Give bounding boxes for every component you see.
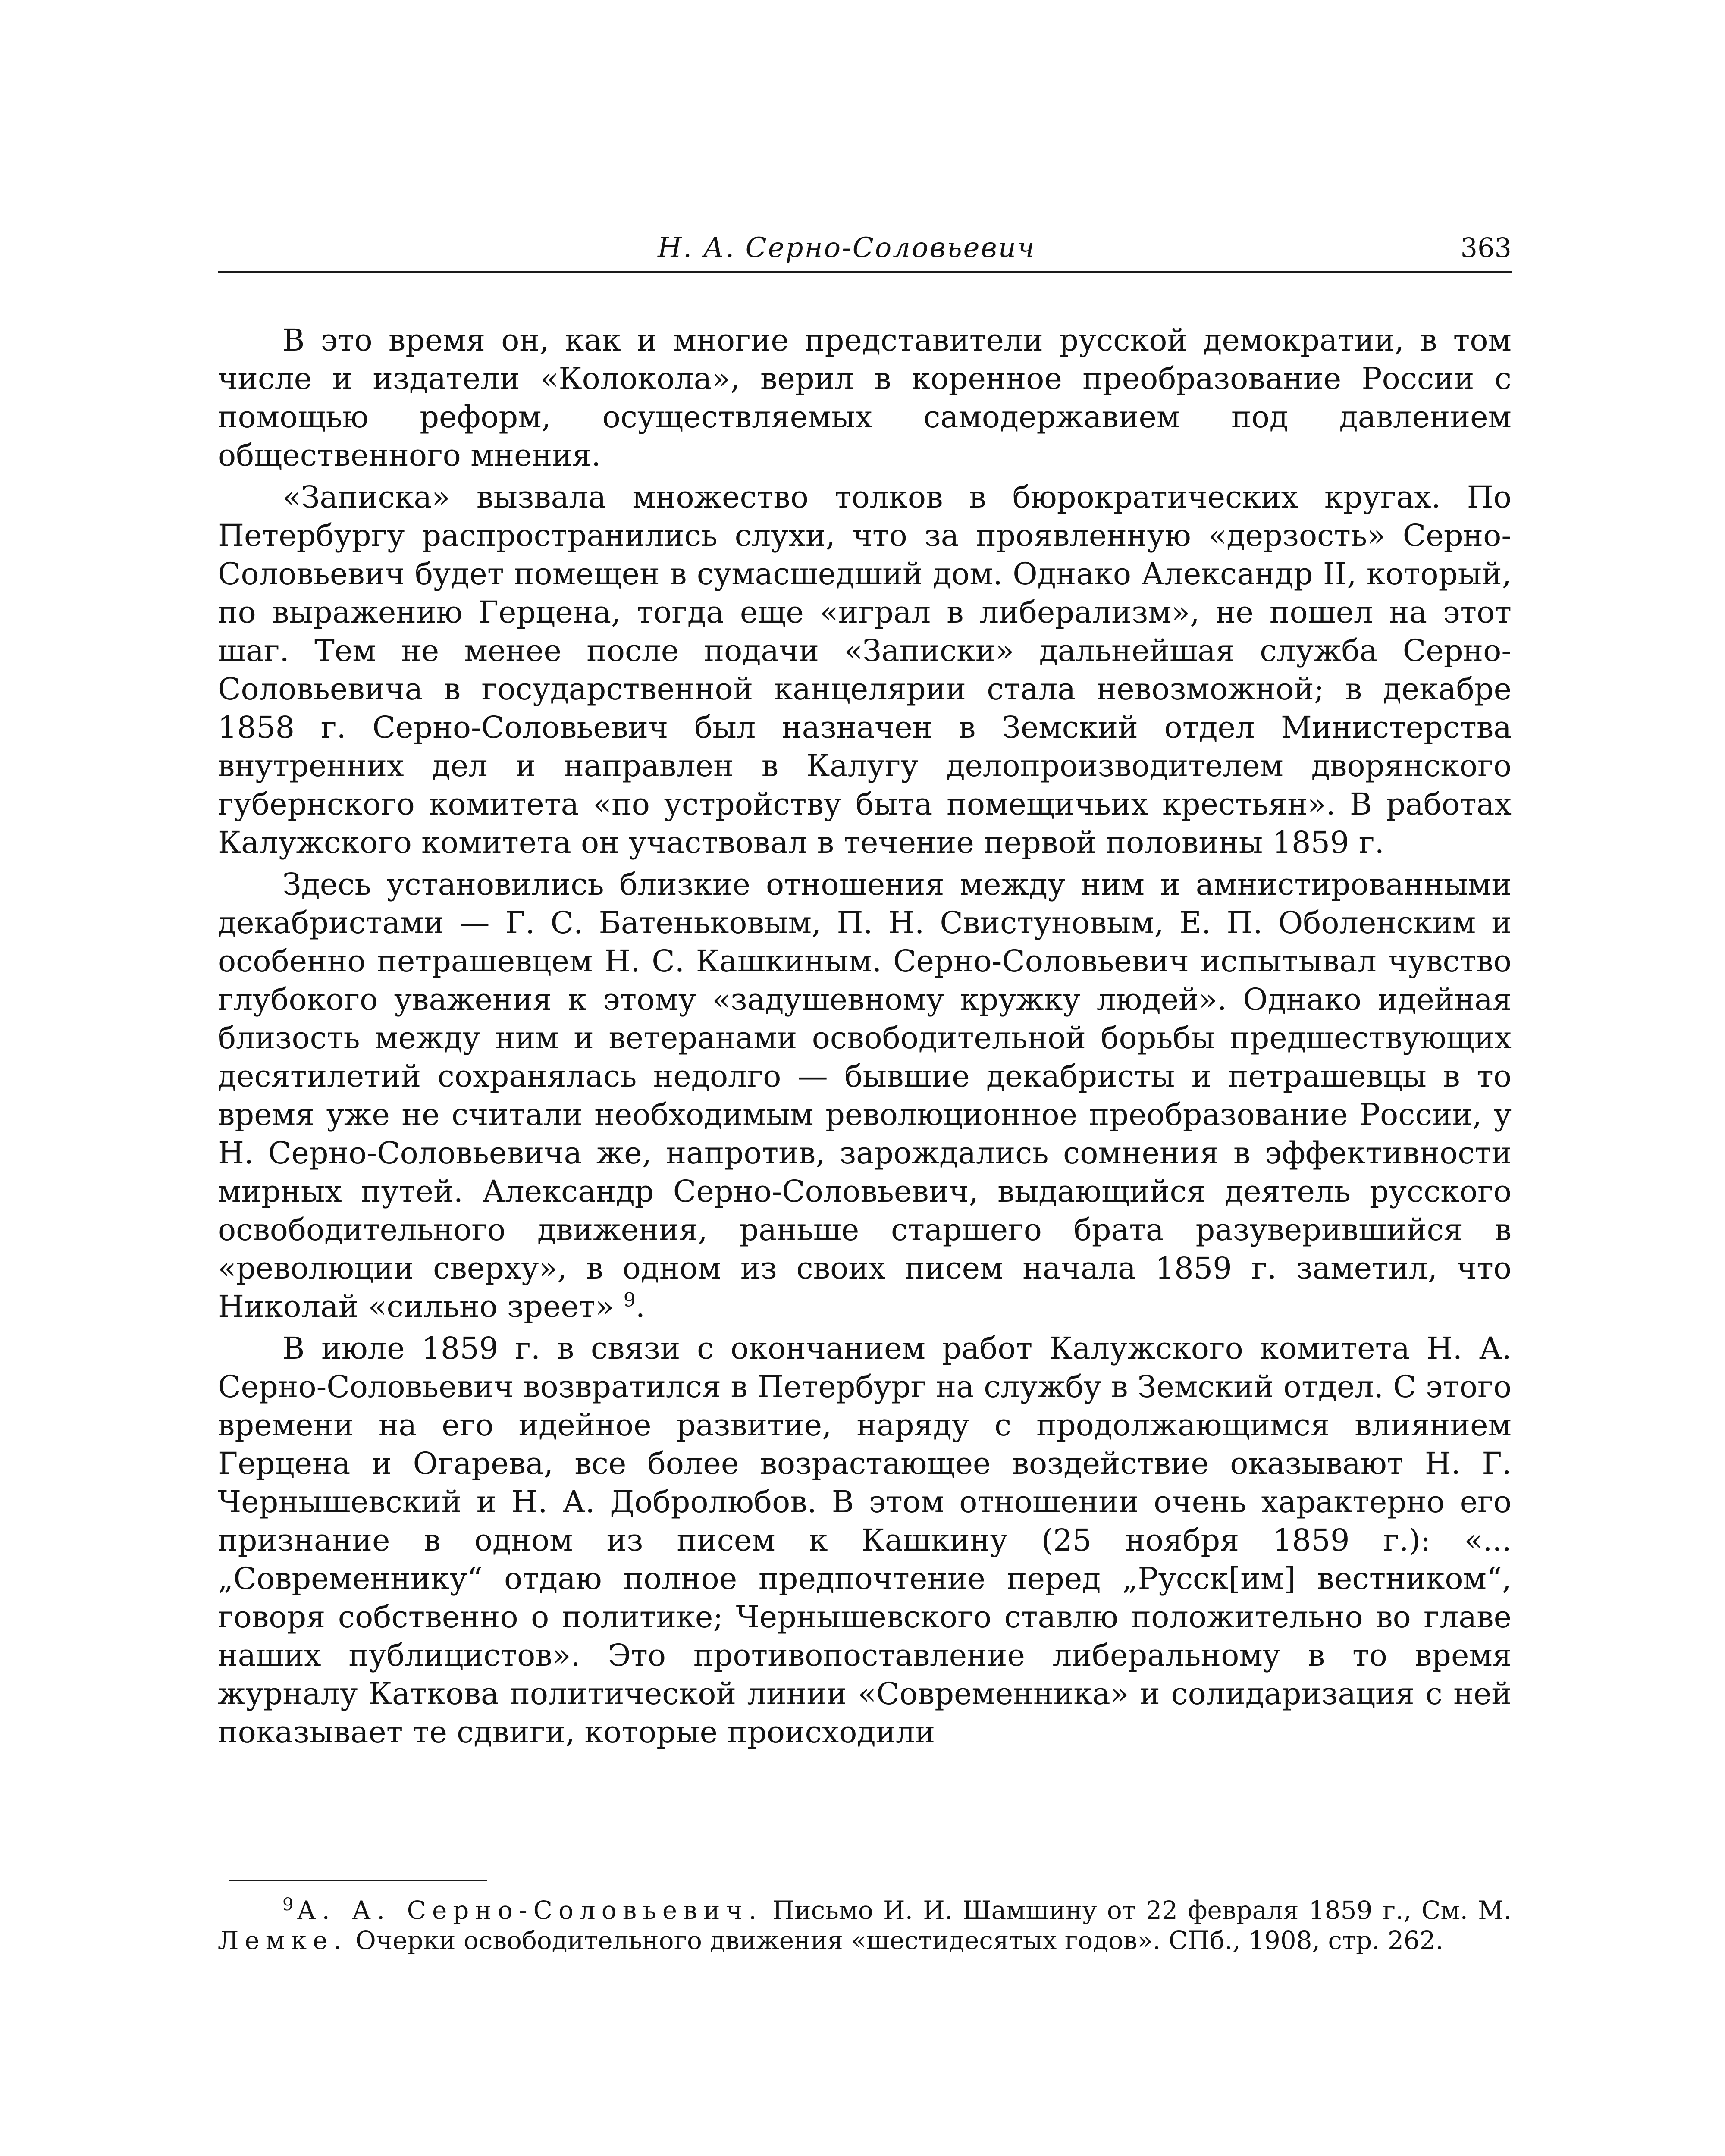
- footnote-author: А. А. Серно-Соловьевич.: [297, 1896, 763, 1925]
- running-head: [218, 229, 1512, 272]
- footnote-rule: [229, 1880, 487, 1881]
- header-rule: [218, 271, 1512, 273]
- footnote-see: См. М.: [1421, 1896, 1512, 1925]
- sentence-end: .: [635, 1289, 645, 1324]
- footnote-marker: 9: [282, 1894, 294, 1915]
- paragraph: «Записка» вызвала множество толков в бюрократических кругах. По Петербургу распространились слухи, что за проявленную «дерзость» Серно-Соловьевич будет помещен в сумасшедший дом. Однако Александр II, который, по выражению Герцена, тогда еще «играл в либерализм», не пошел на этот шаг. Тем не менее после подачи «Записки» дальнейшая служба Серно-Соловьевича в государственной канцелярии стала невозможной; в декабре 1858 г. Серно-Соловьевич был назначен в Земский отдел Министерства внутренних дел и направлен в Калугу делопроизводителем дворянского губернского комитета «по устройству быта помещичьих крестьян». В работах Калужского комитета он участвовал в течение первой половины 1859 г.: [218, 479, 1512, 860]
- footnote-author: Лемке.: [218, 1926, 348, 1955]
- paragraph-text: Здесь установились близкие отношения между ним и амнистированными декабристами — Г. С. Батеньковым, П. Н. Свистуновым, Е. П. Оболенским и особенно петрашевцем Н. С. Кашкиным. Серно-Соловьевич испытывал чувство глубокого уважения к этому «задушевному кружку людей». Однако идейная близость между ним и ветеранами освободительной борьбы предшествующих десятилетий сохранялась недолго — бывшие декабристы и петрашевцы в то время уже не считали необходимым революционное преобразование России, у Н. Серно-Соловьевича же, напротив, зарождались сомнения в эффективности мирных путей. Александр Серно-Соловьевич, выдающийся деятель русского освободительного движения, раньше старшего брата разуверившийся в «революции сверху», в одном из своих писем начала 1859 г. заметил, что Николай «сильно зреет»: [218, 867, 1512, 1324]
- paragraph: В июле 1859 г. в связи с окончанием работ Калужского комитета Н. А. Серно-Соловьевич возвратился в Петербург на службу в Земский отдел. С этого времени на его идейное развитие, наряду с продолжающимся влиянием Герцена и Огарева, все более возрастающее воздействие оказывают Н. Г. Чернышевский и Н. А. Добролюбов. В этом отношении очень характерно его признание в одном из писем к Кашкину (25 ноября 1859 г.): «...„Современнику“ отдаю полное предпочтение перед „Русск[им] вестником“, говоря собственно о политике; Чернышевского ставлю положительно во главе наших публицистов». Это противопоставление либеральному в то время журналу Каткова политической линии «Современника» и солидаризация с ней показывает те сдвиги, которые происходили: [218, 1331, 1512, 1750]
- paragraph: В это время он, как и многие представители русской демократии, в том числе и издатели «Колокола», верил в коренное преобразование России с помощью реформ, осуществляемых самодержавием под давлением общественного мнения.: [218, 323, 1512, 473]
- footnote: [218, 1895, 1512, 1955]
- footnote-reference: 9: [623, 1289, 636, 1311]
- footnote-text: Очерки освободительного движения «шестидесятых годов». СПб., 1908, стр. 262.: [355, 1926, 1444, 1955]
- footnote-text: Письмо И. И. Шамшину от 22 февраля 1859 г.,: [772, 1896, 1411, 1925]
- body-text: [218, 321, 1512, 1755]
- paragraph: [218, 865, 1512, 1326]
- footnotes: [218, 1895, 1512, 1955]
- running-title: Н. А. Серно-Соловьевич: [658, 232, 1036, 264]
- page-number: 363: [1460, 232, 1512, 263]
